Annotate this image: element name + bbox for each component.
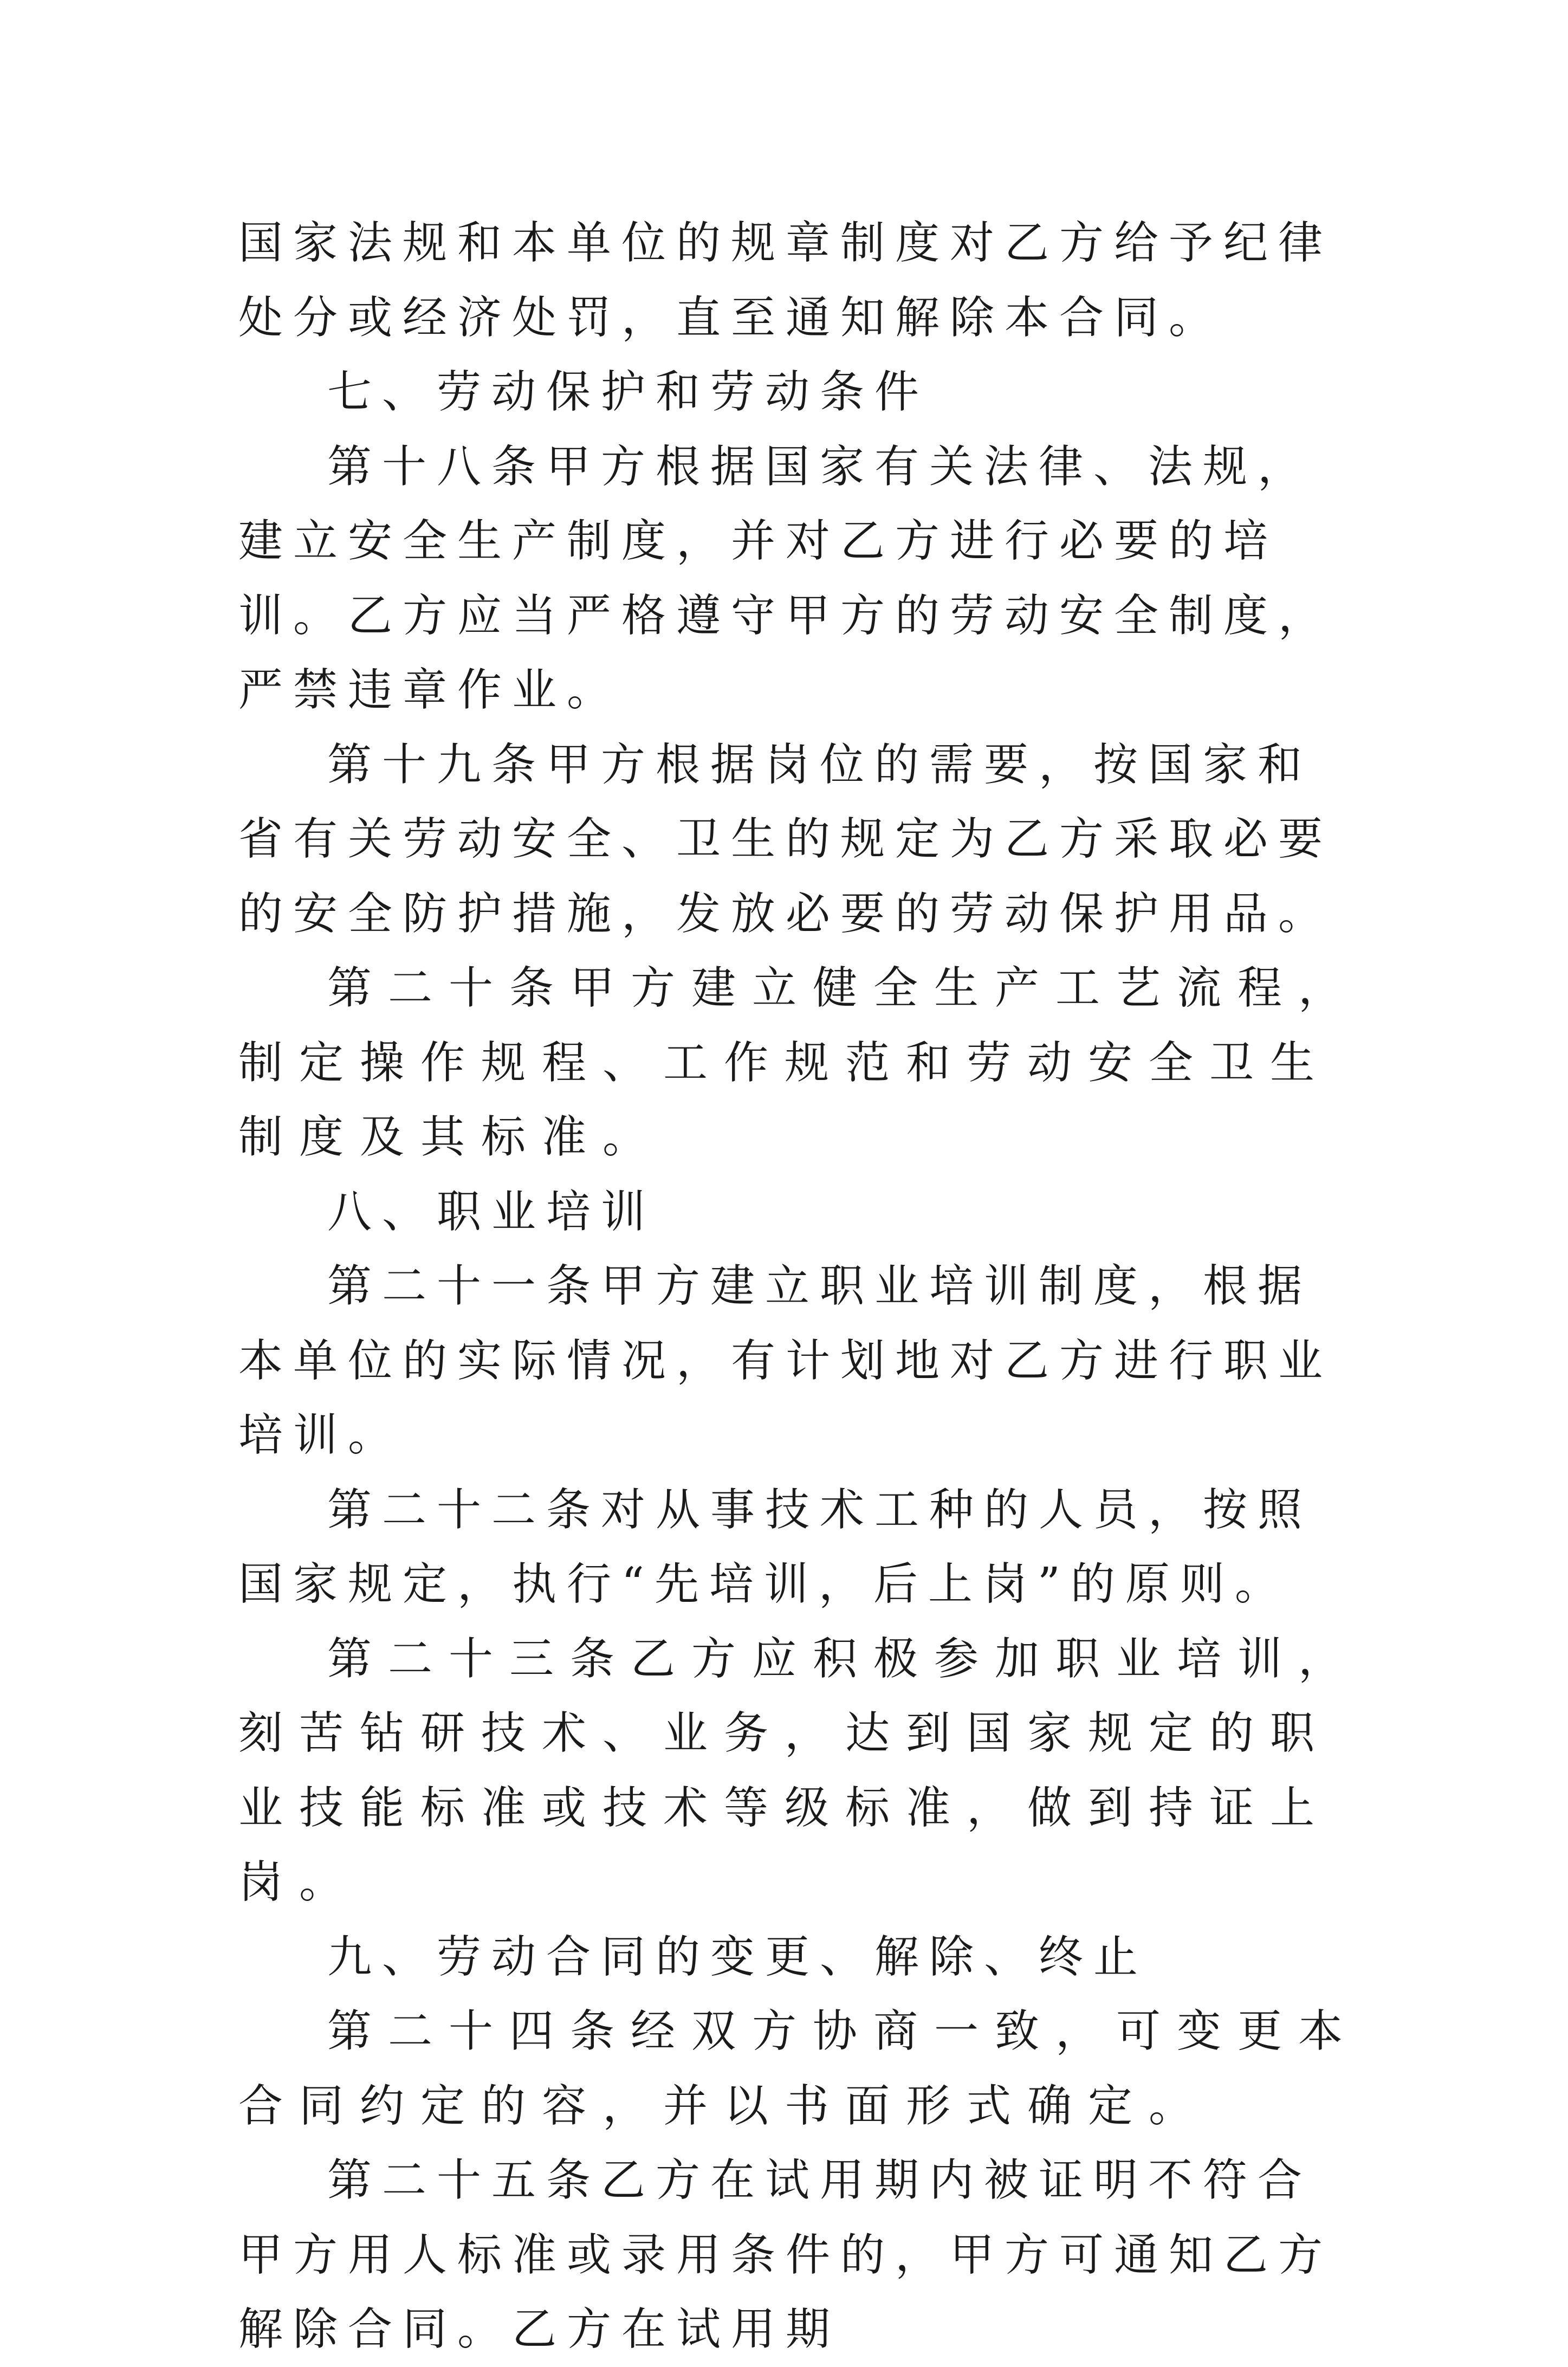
section-heading-7: 七、劳动保护和劳动条件 [327,366,930,418]
article-19: 第十九条甲方根据岗位的需要，按国家和省有关劳动安全、卫生的规定为乙方采取必要的安全防护措施，发放必要的劳动保护用品。 [238,739,1333,940]
article-23: 第二十三条乙方应积极参加职业培训，刻苦钻研技术、业务，达到国家规定的职业技能标准或技术等级标准，做到持证上岗。 [238,1633,1359,1908]
article-20: 第二十条甲方建立健全生产工艺流程，制定操作规程、工作规范和劳动安全卫生制度及其标准。 [238,962,1359,1163]
paragraph-1: 国家法规和本单位的规章制度对乙方给予纪律处分或经济处罚，直至通知解除本合同。 [238,217,1333,344]
article-25: 第二十五条乙方在试用期内被证明不符合甲方用人标准或录用条件的，甲方可通知乙方解除合同。乙方在试用期 [238,2155,1333,2355]
article-18: 第十八条甲方根据国家有关法律、法规，建立安全生产制度，并对乙方进行必要的培训。乙方应当严格遵守甲方的劳动安全制度，严禁违章作业。 [238,441,1333,716]
article-21: 第二十一条甲方建立职业培训制度，根据本单位的实际情况，有计划地对乙方进行职业培训。 [238,1260,1333,1461]
section-heading-9: 九、劳动合同的变更、解除、终止 [327,1931,1149,1983]
article-24: 第二十四条经双方协商一致，可变更本合同约定的容，并以书面形式确定。 [238,2006,1359,2132]
document-body [238,206,1365,2367]
section-heading-8: 八、职业培训 [327,1186,656,1238]
article-22: 第二十二条对从事技术工种的人员，按照国家规定，执行“先培训，后上岗”的原则。 [238,1484,1313,1610]
